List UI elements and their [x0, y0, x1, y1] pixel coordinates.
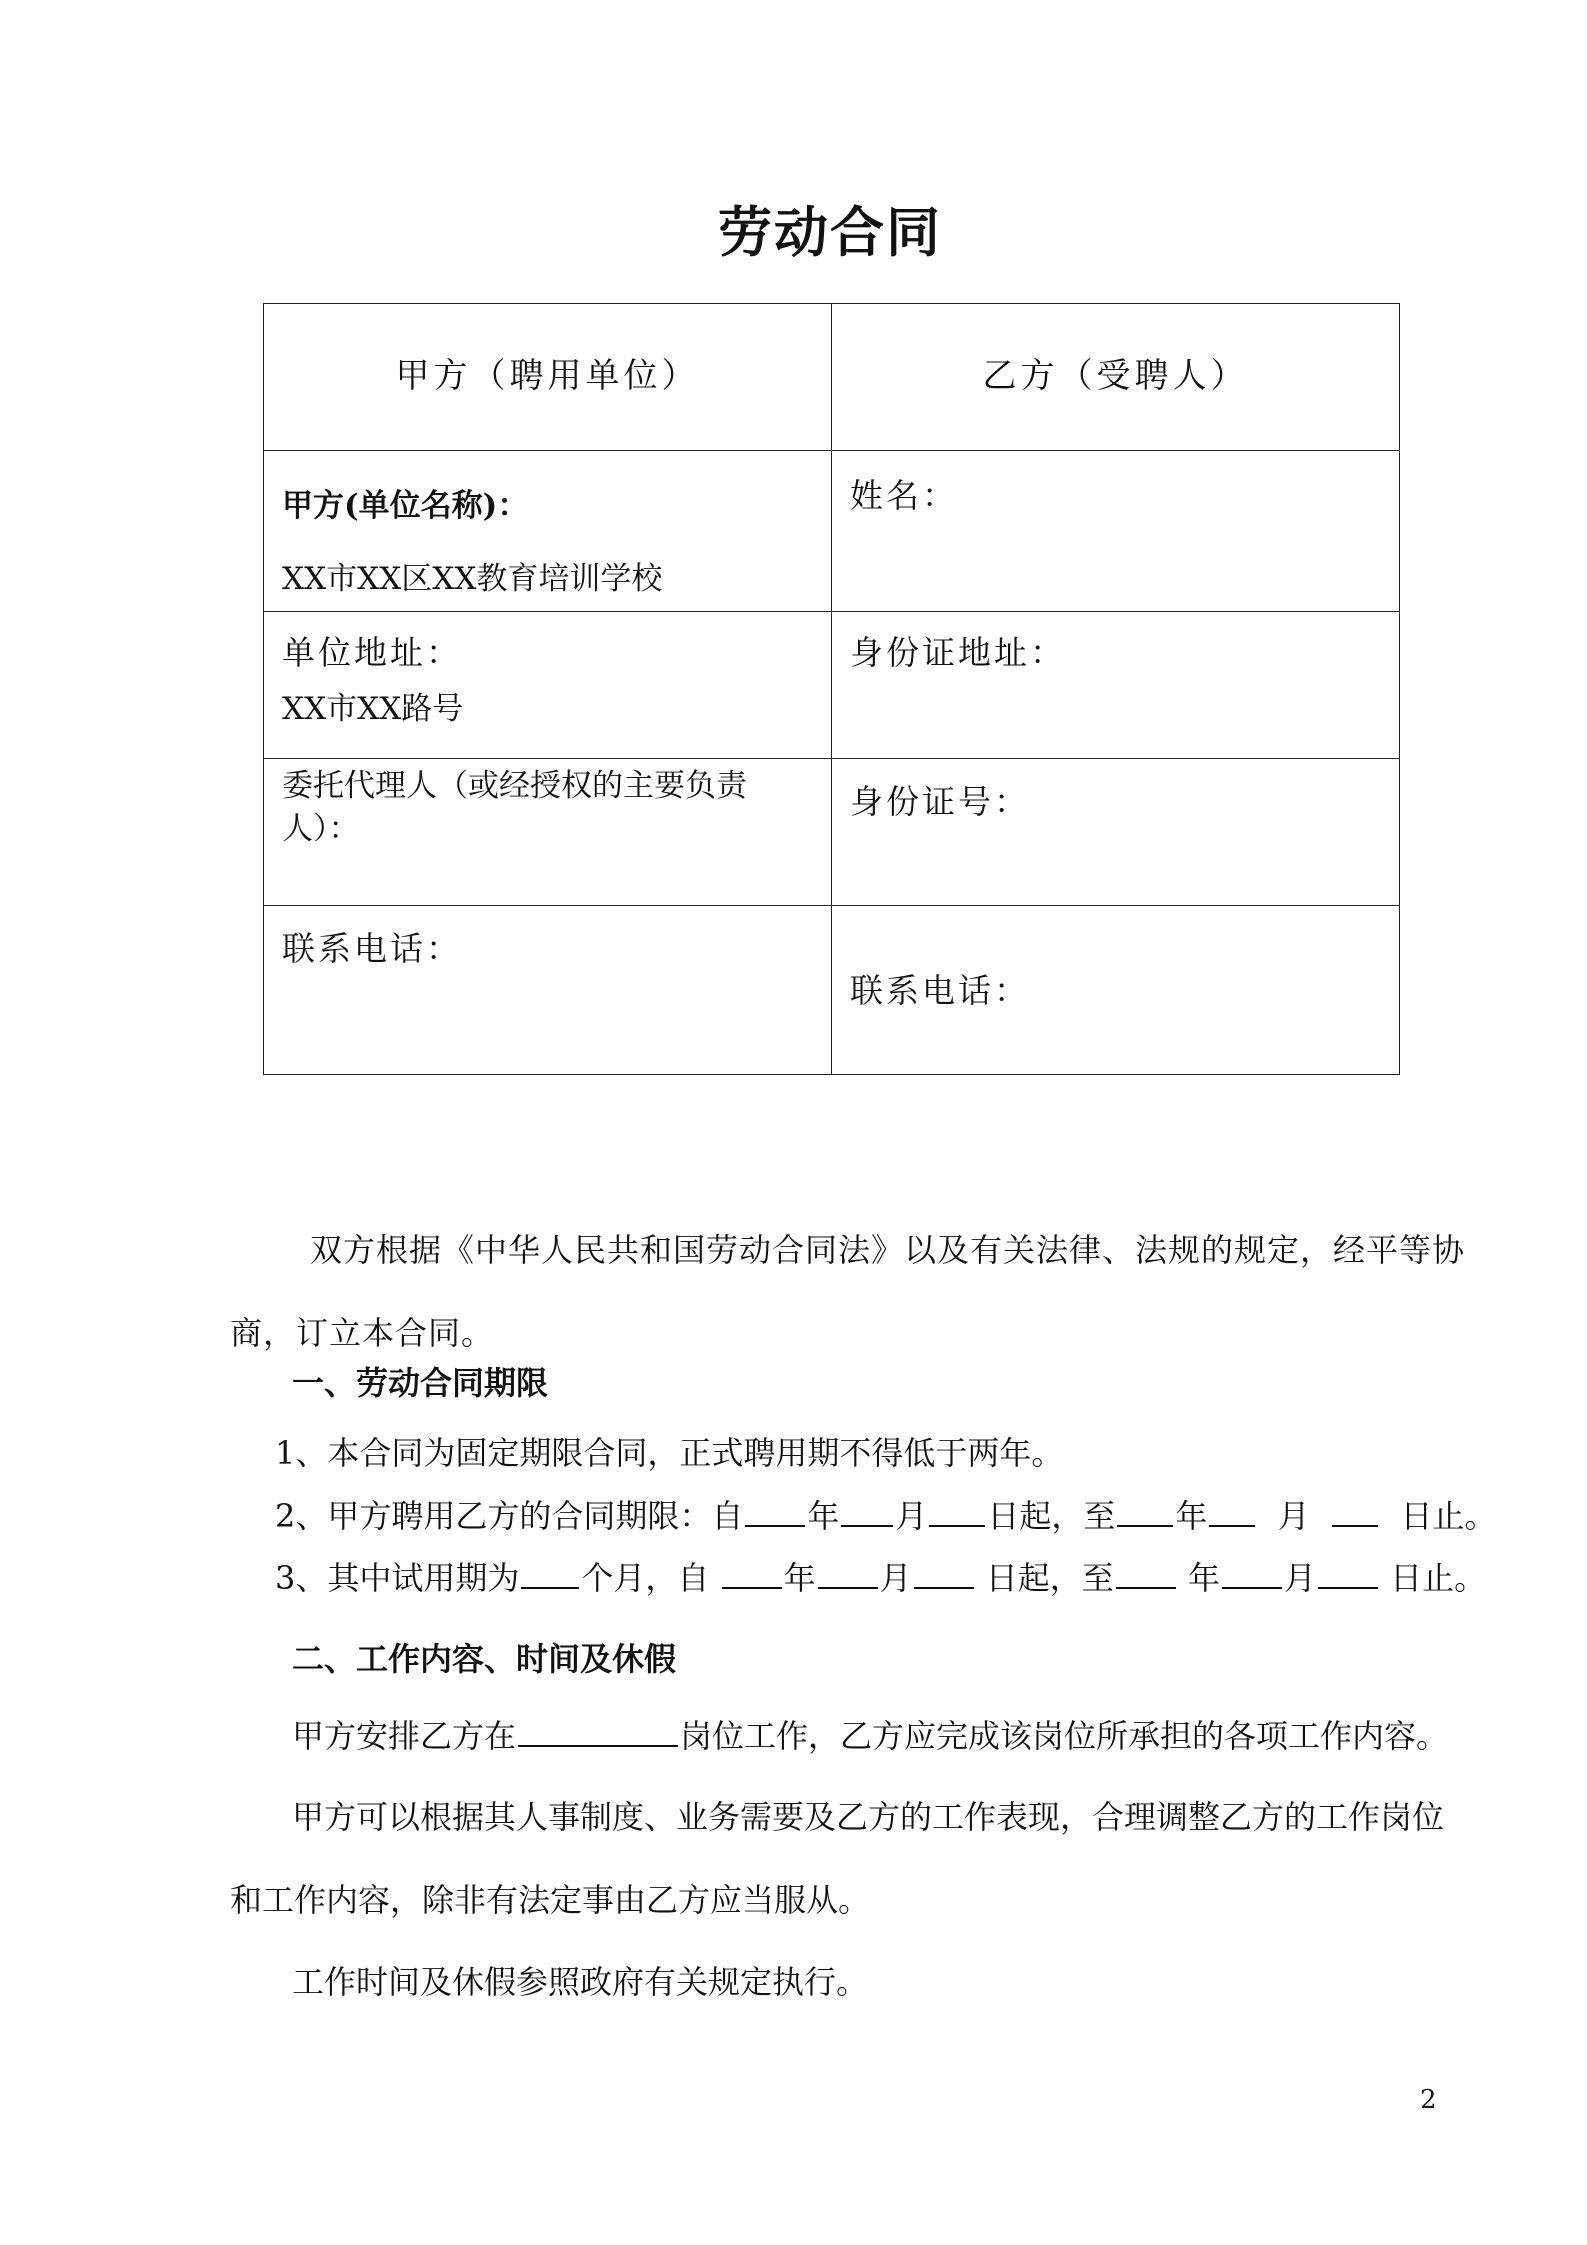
section-2-title: 二、工作内容、时间及休假 [292, 1640, 677, 1678]
party-a-address-cell [264, 612, 832, 759]
parties-table [263, 303, 1400, 1075]
intro-line-2: 商，订立本合同。 [230, 1314, 495, 1352]
party-a-name-cell [264, 451, 832, 612]
party-a-name-value: XX市XX区XX教育培训学校 [282, 561, 663, 598]
party-a-phone-label: 联系电话： [282, 929, 462, 968]
intro-line-1: 双方根据《中华人民共和国劳动合同法》以及有关法律、法规的规定，经平等协 [310, 1231, 1466, 1269]
party-a-header: 甲方（聘用单位） [264, 304, 832, 451]
party-b-phone-cell [832, 906, 1400, 1075]
party-a-agent-label: 委托代理人（或经授权的主要负责人）： [282, 768, 747, 848]
party-b-id-cell [832, 759, 1400, 906]
party-b-name-cell [832, 451, 1400, 612]
party-a-address-label: 单位地址： [282, 633, 462, 672]
section-1-item-3: 3、其中试用期为 个月，自 年 月 日起，至 年 月 日止。 [275, 1559, 1487, 1597]
party-b-name-label: 姓名： [850, 476, 958, 515]
party-a-address-value: XX市XX路号 [282, 691, 464, 728]
section-1-item-1: 1、本合同为固定期限合同，正式聘用期不得低于两年。 [275, 1434, 1064, 1472]
section-2-para-2-line-1: 甲方可以根据其人事制度、业务需要及乙方的工作表现，合理调整乙方的工作岗位 [292, 1798, 1445, 1836]
party-b-address-label: 身份证地址： [850, 633, 1066, 672]
page-number: 2 [1420, 2085, 1437, 2115]
section-1-title: 一、劳动合同期限 [292, 1364, 549, 1402]
party-b-id-label: 身份证号： [850, 782, 1030, 821]
section-1-item-2: 2、甲方聘用乙方的合同期限：自 年 月 日起，至 年 月 日止。 [275, 1497, 1497, 1535]
party-b-address-cell [832, 612, 1400, 759]
document-title: 劳动合同 [718, 201, 942, 264]
section-2-para-1: 甲方安排乙方在 岗位工作，乙方应完成该岗位所承担的各项工作内容。 [292, 1717, 1449, 1755]
party-b-header: 乙方（受聘人） [832, 304, 1400, 451]
party-a-phone-cell [264, 906, 832, 1075]
party-b-phone-label: 联系电话： [850, 971, 1030, 1010]
section-2-para-2-line-2: 和工作内容，除非有法定事由乙方应当服从。 [230, 1881, 871, 1919]
section-2-para-3: 工作时间及休假参照政府有关规定执行。 [292, 1963, 869, 2001]
party-a-agent-cell [264, 759, 832, 906]
party-a-name-label: 甲方(单位名称)： [282, 488, 529, 524]
